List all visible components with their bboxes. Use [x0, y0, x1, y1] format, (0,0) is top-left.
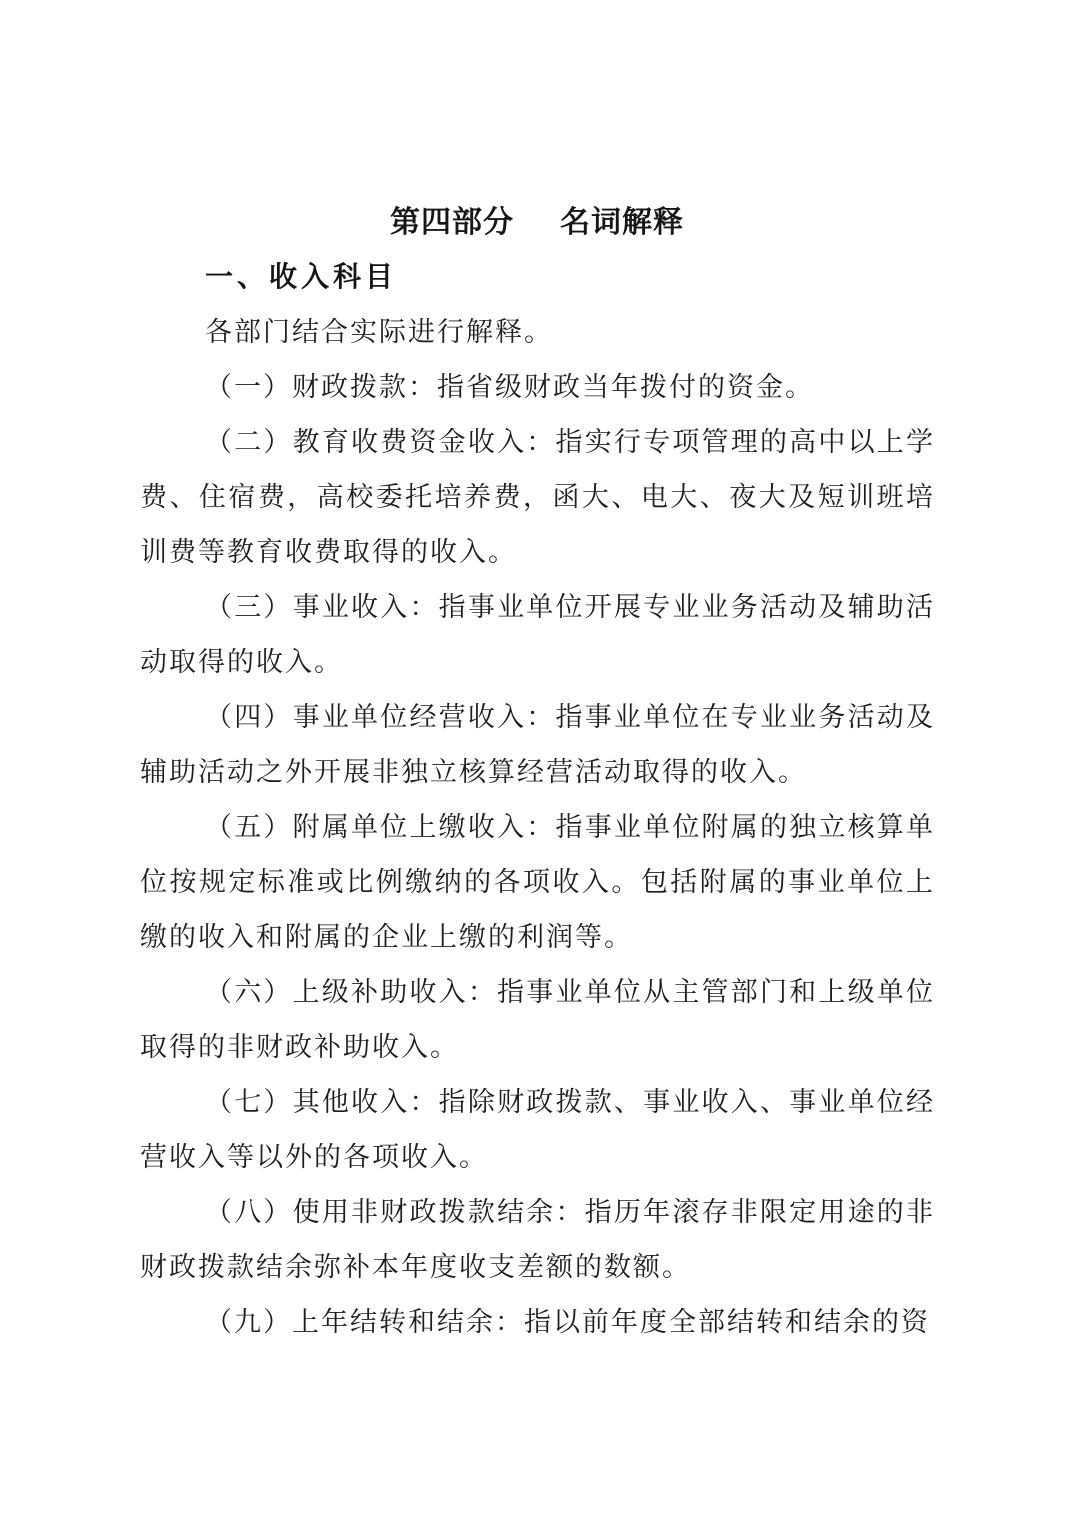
paragraph: （九）上年结转和结余：指以前年度全部结转和结余的资 [205, 1307, 930, 1337]
document-title [0, 195, 1074, 250]
paragraph: （二）教育收费资金收入：指实行专项管理的高中以上学费、住宿费，高校委托培养费，函大、电大、夜大及短训班培训费等教育收费取得的收入。 [140, 427, 935, 567]
paragraph: （五）附属单位上缴收入：指事业单位附属的独立核算单位按规定标准或比例缴纳的各项收入。包括附属的事业单位上缴的收入和附属的企业上缴的利润等。 [140, 812, 935, 952]
paragraph: 各部门结合实际进行解释。 [205, 317, 553, 347]
paragraph: （七）其他收入：指除财政拨款、事业收入、事业单位经营收入等以外的各项收入。 [140, 1087, 935, 1172]
paragraph: （三）事业收入：指事业单位开展专业业务活动及辅助活动取得的收入。 [140, 592, 935, 677]
section-heading: 一、收入科目 [205, 262, 398, 293]
paragraph: （四）事业单位经营收入：指事业单位在专业业务活动及辅助活动之外开展非独立核算经营活动取得的收入。 [140, 702, 935, 787]
paragraph: （八）使用非财政拨款结余：指历年滚存非限定用途的非财政拨款结余弥补本年度收支差额的数额。 [140, 1197, 935, 1282]
document-body [140, 305, 935, 1350]
document-content [140, 250, 935, 1350]
document-title-part1: 第四部分 [390, 206, 514, 239]
document-title-part2: 名词解释 [560, 206, 684, 239]
paragraph: （一）财政拨款：指省级财政当年拨付的资金。 [205, 372, 814, 402]
paragraph: （六）上级补助收入：指事业单位从主管部门和上级单位取得的非财政补助收入。 [140, 977, 935, 1062]
